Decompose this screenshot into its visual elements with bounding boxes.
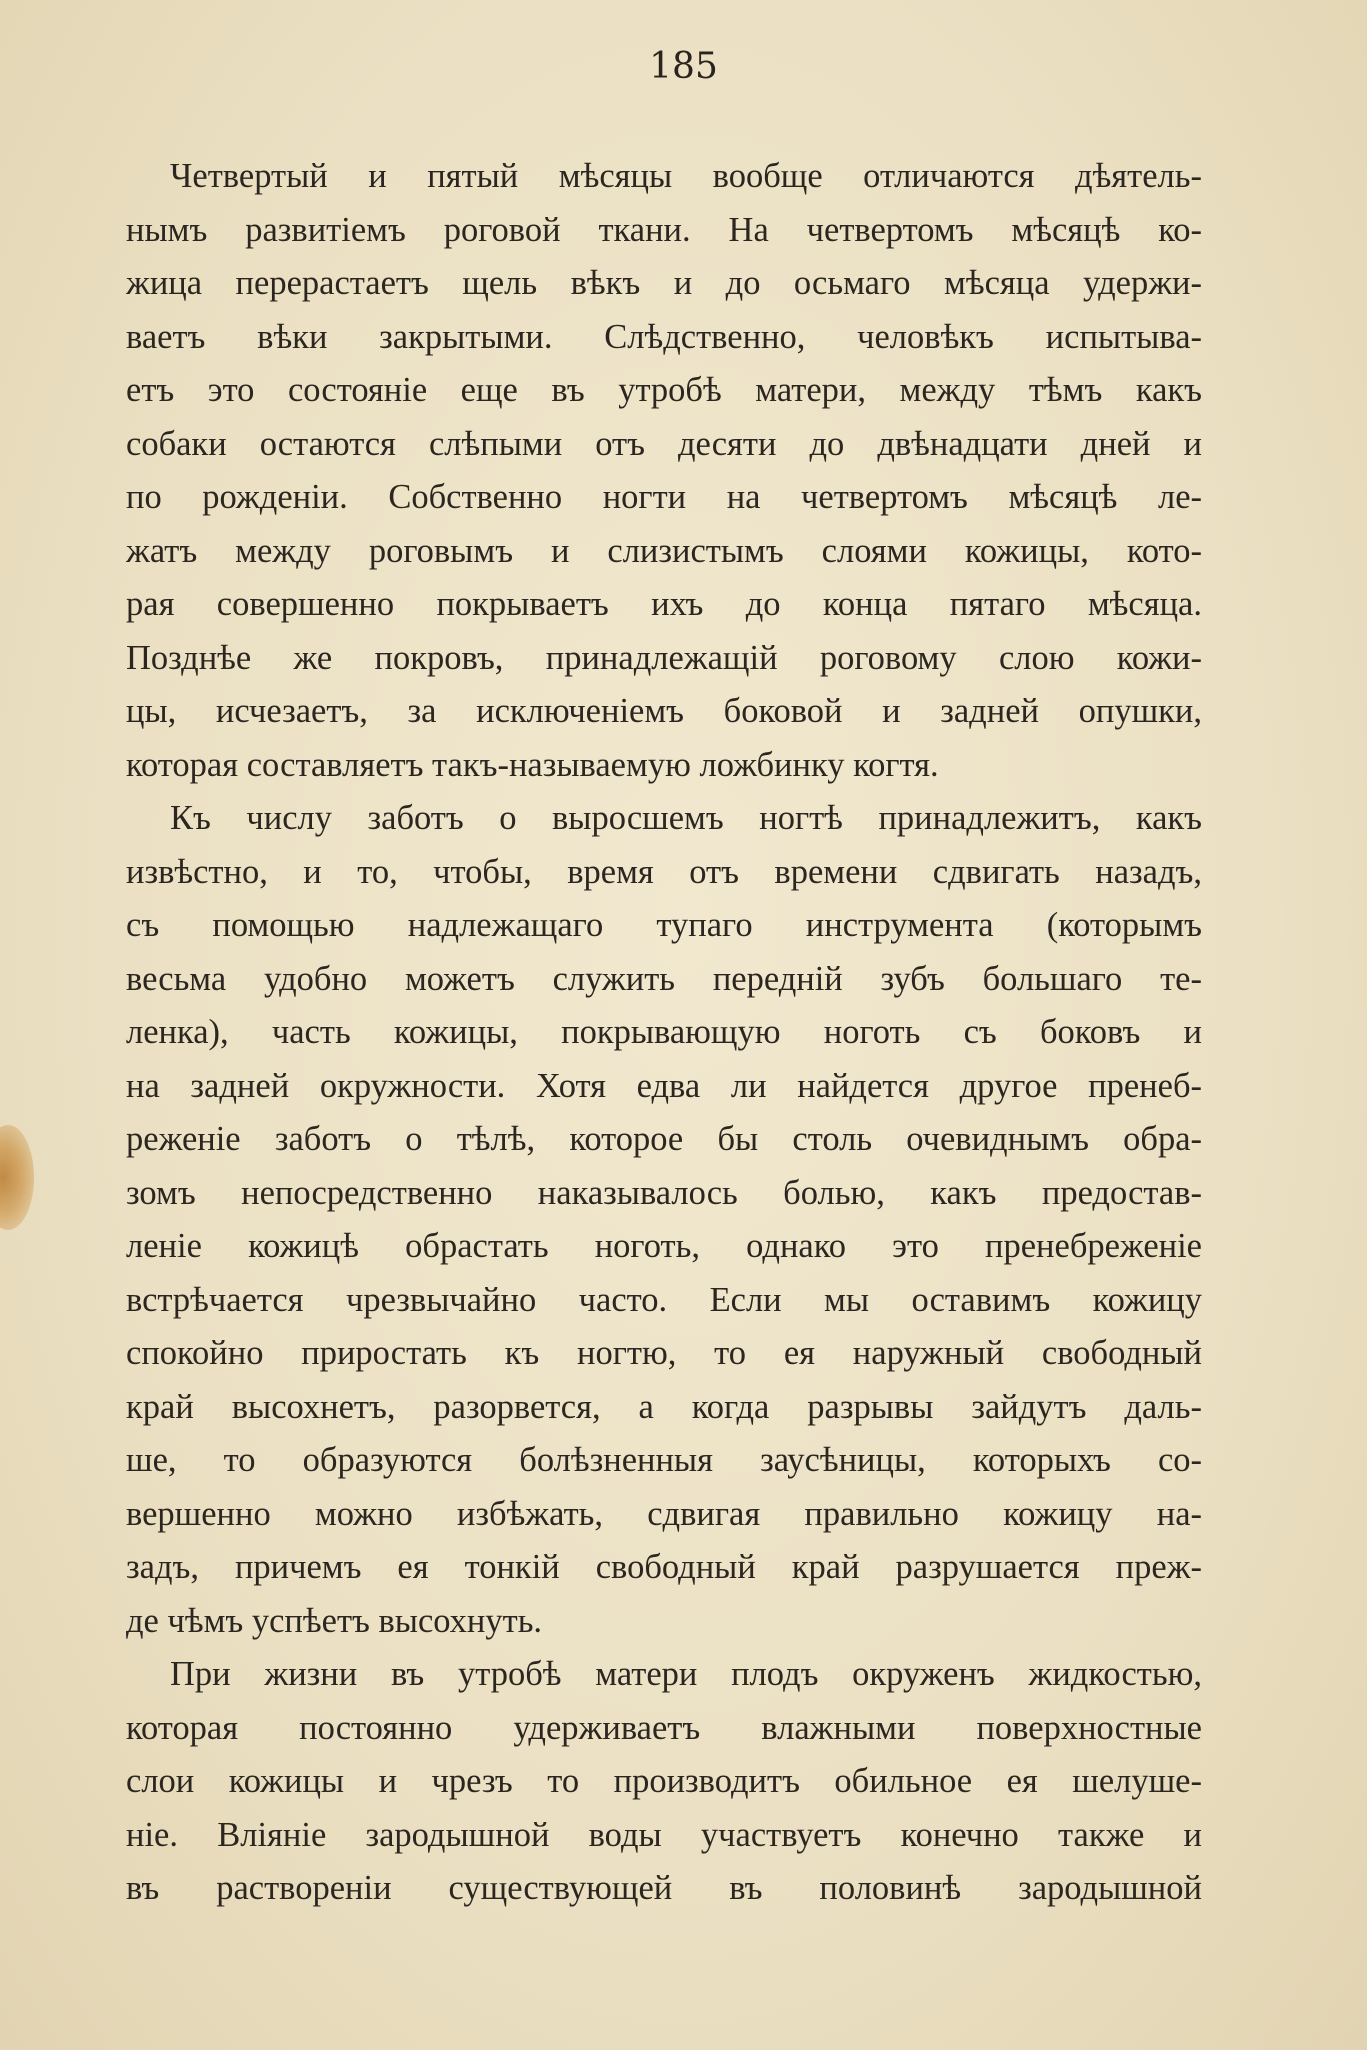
text-line: въ раствореніи существующей въ половинѣ зародышной: [126, 1869, 1202, 1907]
text-line: которая постоянно удерживаетъ влажными поверхностные: [126, 1708, 1202, 1747]
text-line: етъ это состояніе еще въ утробѣ матери, между тѣмъ какъ: [126, 371, 1202, 409]
text-line: цы, исчезаетъ, за исключеніемъ боковой и задней опушки,: [126, 692, 1202, 730]
text-line: извѣстно, и то, чтобы, время отъ времени сдвигать назадъ,: [126, 852, 1202, 891]
text-line: ленка), часть кожицы, покрывающую ноготь съ боковъ и: [126, 1013, 1202, 1051]
text-line: Четвертый и пятый мѣсяцы вообще отличаются дѣятель-: [170, 157, 1202, 195]
text-line: съ помощью надлежащаго тупаго инструмента (которымъ: [126, 906, 1202, 944]
text-line: по рожденіи. Собственно ногти на четвертомъ мѣсяцѣ ле-: [126, 478, 1202, 516]
paper-stain: [0, 1125, 34, 1230]
text-line: на задней окружности. Хотя едва ли найдется другое пренеб-: [126, 1066, 1202, 1105]
text-line: рая совершенно покрываетъ ихъ до конца пятаго мѣсяца.: [126, 585, 1202, 623]
page-number: 185: [649, 46, 718, 87]
text-line: задъ, причемъ ея тонкій свободный край разрушается преж-: [126, 1548, 1202, 1586]
text-line: реженіе заботъ о тѣлѣ, которое бы столь очевиднымъ обра-: [126, 1120, 1202, 1158]
text-line: нымъ развитіемъ роговой ткани. На четвертомъ мѣсяцѣ ко-: [126, 210, 1202, 249]
text-line: весьма удобно можетъ служить передній зубъ большаго те-: [126, 959, 1202, 998]
text-line: спокойно приростать къ ногтю, то ея наружный свободный: [126, 1334, 1202, 1372]
text-line: леніе кожицѣ обрастать ноготь, однако это пренебреженіе: [126, 1227, 1202, 1265]
text-line: которая составляетъ такъ-называемую ложбинку когтя.: [126, 745, 939, 784]
text-line: Къ числу заботъ о выросшемъ ногтѣ принадлежитъ, какъ: [170, 799, 1202, 837]
body-text: [126, 150, 1202, 1916]
text-line: встрѣчается чрезвычайно часто. Если мы оставимъ кожицу: [126, 1280, 1202, 1319]
text-line: де чѣмъ успѣетъ высохнуть.: [126, 1601, 543, 1640]
text-line: слои кожицы и чрезъ то производитъ обильное ея шелуше-: [126, 1762, 1202, 1800]
text-line: ваетъ вѣки закрытыми. Слѣдственно, человѣкъ испытыва-: [126, 317, 1202, 356]
text-line: ніе. Вліяніе зародышной воды участвуетъ конечно также и: [126, 1815, 1202, 1854]
text-line: ше, то образуются болѣзненныя заусѣницы, которыхъ со-: [126, 1441, 1202, 1479]
text-line: край высохнетъ, разорвется, а когда разрывы зайдутъ даль-: [126, 1387, 1202, 1426]
text-line: зомъ непосредственно наказывалось болью, какъ предостав-: [126, 1173, 1202, 1212]
text-line: Позднѣе же покровъ, принадлежащій роговому слою кожи-: [126, 638, 1202, 677]
text-line: жица перерастаетъ щель вѣкъ и до осьмаго мѣсяца удержи-: [126, 264, 1202, 302]
text-line: При жизни въ утробѣ матери плодъ окруженъ жидкостью,: [170, 1655, 1202, 1693]
text-line: жатъ между роговымъ и слизистымъ слоями кожицы, кото-: [126, 531, 1202, 570]
text-line: вершенно можно избѣжать, сдвигая правильно кожицу на-: [126, 1494, 1202, 1533]
text-line: собаки остаются слѣпыми отъ десяти до двѣнадцати дней и: [126, 424, 1202, 463]
